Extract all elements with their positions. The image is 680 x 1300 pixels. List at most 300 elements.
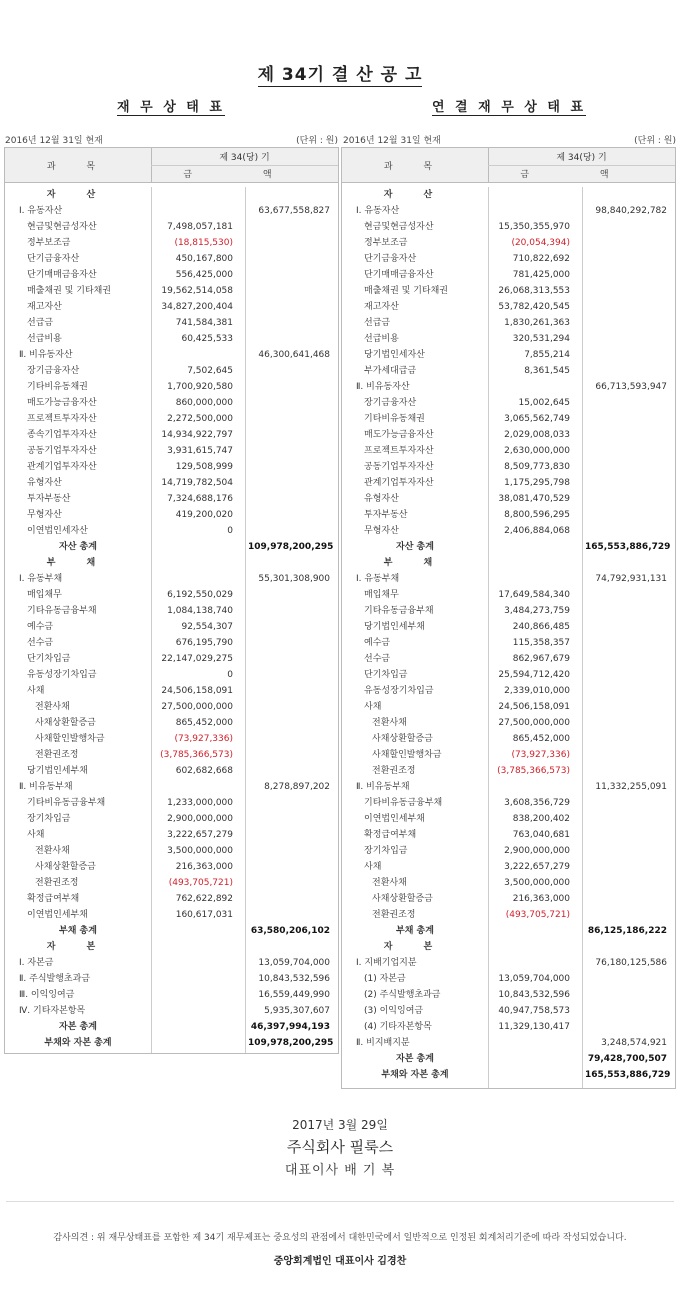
account-name: 장기차입금 bbox=[364, 846, 408, 856]
account-name: 선수금 bbox=[364, 654, 391, 664]
subtotal-amount: 10,843,532,596 bbox=[258, 974, 330, 984]
account-name: 이연법인세자산 bbox=[27, 526, 88, 536]
account-name: 매도가능금융자산 bbox=[364, 430, 434, 440]
detail-amount: 3,222,657,279 bbox=[167, 830, 233, 840]
table-row bbox=[342, 747, 675, 763]
account-name: Ⅰ. 유동자산 bbox=[19, 206, 63, 216]
detail-amount: 1,084,138,740 bbox=[167, 606, 233, 616]
account-name: 전환권조정 bbox=[372, 910, 416, 920]
detail-amount: 216,363,000 bbox=[175, 862, 233, 872]
table-row bbox=[342, 235, 675, 251]
subtotal-amount: 74,792,931,131 bbox=[595, 574, 667, 584]
account-name: 기타비유동채권 bbox=[27, 382, 88, 392]
right-date: 2016년 12월 31일 현재 bbox=[343, 136, 441, 146]
detail-amount: 11,329,130,417 bbox=[498, 1022, 570, 1032]
detail-amount: 556,425,000 bbox=[175, 270, 233, 280]
account-name: 유동성장기차입금 bbox=[27, 670, 97, 680]
ceo-name: 대표이사 배 기 복 bbox=[284, 1163, 396, 1178]
detail-amount: 710,822,692 bbox=[512, 254, 570, 264]
table-row bbox=[342, 683, 675, 699]
account-name: 투자부동산 bbox=[364, 510, 408, 520]
notice-title: 제 34기 결 산 공 고 bbox=[257, 65, 423, 85]
subtotal-amount: 8,278,897,202 bbox=[264, 782, 330, 792]
table-row bbox=[5, 523, 338, 539]
table-row bbox=[342, 267, 675, 283]
account-name: 부채 총계 bbox=[59, 926, 97, 936]
table-row bbox=[5, 763, 338, 779]
table-row bbox=[342, 715, 675, 731]
table-row bbox=[342, 971, 675, 987]
account-name: 매입채무 bbox=[364, 590, 399, 600]
subtotal-amount: 109,978,200,295 bbox=[248, 1038, 334, 1048]
detail-amount: 2,406,884,068 bbox=[504, 526, 570, 536]
account-name: 부채 총계 bbox=[396, 926, 434, 936]
table-row bbox=[342, 907, 675, 923]
table-row bbox=[5, 827, 338, 843]
table-row bbox=[342, 987, 675, 1003]
detail-amount: 3,484,273,759 bbox=[504, 606, 570, 616]
table-row bbox=[342, 587, 675, 603]
table-row bbox=[5, 619, 338, 635]
account-name: 무형자산 bbox=[27, 510, 62, 520]
detail-amount: 2,272,500,000 bbox=[167, 414, 233, 424]
table-row bbox=[342, 395, 675, 411]
detail-amount: 602,682,668 bbox=[175, 766, 233, 776]
account-name: 사채상환할증금 bbox=[372, 894, 433, 904]
detail-amount: 1,830,261,363 bbox=[504, 318, 570, 328]
detail-amount: 2,900,000,000 bbox=[167, 814, 233, 824]
subtotal-amount: 3,248,574,921 bbox=[601, 1038, 667, 1048]
account-name: 자산 총계 bbox=[396, 542, 434, 552]
subtotal-amount: 79,428,700,507 bbox=[587, 1054, 667, 1064]
account-name: Ⅱ. 비지배지분 bbox=[356, 1038, 410, 1048]
table-row bbox=[5, 795, 338, 811]
section-heading-row bbox=[5, 555, 338, 571]
table-row bbox=[5, 283, 338, 299]
subtotal-amount: 5,935,307,607 bbox=[264, 1006, 330, 1016]
header-account: 과 목 bbox=[5, 148, 152, 182]
table-header bbox=[5, 148, 338, 183]
total-row bbox=[342, 923, 675, 939]
table-row bbox=[5, 955, 338, 971]
table-row bbox=[342, 827, 675, 843]
account-name: 유형자산 bbox=[364, 494, 399, 504]
detail-amount: 60,425,533 bbox=[181, 334, 233, 344]
detail-amount: 25,594,712,420 bbox=[498, 670, 570, 680]
detail-amount: 14,719,782,504 bbox=[161, 478, 233, 488]
account-name: 사채 bbox=[27, 686, 45, 696]
table-row bbox=[5, 379, 338, 395]
table-row bbox=[5, 203, 338, 219]
detail-amount: 14,934,922,797 bbox=[161, 430, 233, 440]
account-name: 자본 총계 bbox=[396, 1054, 434, 1064]
table-row bbox=[5, 971, 338, 987]
account-name: 전환사채 bbox=[372, 878, 407, 888]
table-row bbox=[342, 299, 675, 315]
table-row bbox=[5, 891, 338, 907]
header-period: 제 34(당) 기 bbox=[488, 148, 675, 166]
table-row bbox=[342, 763, 675, 779]
table-row bbox=[5, 219, 338, 235]
detail-amount: 3,065,562,749 bbox=[504, 414, 570, 424]
subtotal-amount: 109,978,200,295 bbox=[248, 542, 334, 552]
account-name: 선급비용 bbox=[27, 334, 62, 344]
total-row bbox=[342, 1067, 675, 1083]
detail-amount: (18,815,530) bbox=[174, 238, 233, 248]
account-name: 단기금융자산 bbox=[27, 254, 80, 264]
account-name: 정부보조금 bbox=[364, 238, 408, 248]
table-row bbox=[342, 411, 675, 427]
subtotal-amount: 66,713,593,947 bbox=[595, 382, 667, 392]
detail-amount: 3,500,000,000 bbox=[167, 846, 233, 856]
account-name: 전환사채 bbox=[35, 846, 70, 856]
detail-amount: (3,785,366,573) bbox=[160, 750, 233, 760]
table-header bbox=[342, 148, 675, 183]
table-row bbox=[5, 587, 338, 603]
total-row bbox=[5, 923, 338, 939]
account-name: 전환권조정 bbox=[372, 766, 416, 776]
account-name: 기타유동금융부채 bbox=[364, 606, 434, 616]
detail-amount: 2,630,000,000 bbox=[504, 446, 570, 456]
account-name: (1) 자본금 bbox=[364, 974, 406, 984]
table-body bbox=[5, 187, 338, 1053]
detail-amount: 216,363,000 bbox=[512, 894, 570, 904]
detail-amount: 129,508,999 bbox=[175, 462, 233, 472]
table-row bbox=[342, 491, 675, 507]
account-name: 기타비유동채권 bbox=[364, 414, 425, 424]
total-row bbox=[342, 539, 675, 555]
header-amount: 금 액 bbox=[183, 170, 306, 180]
table-row bbox=[342, 363, 675, 379]
account-name: Ⅱ. 비유동자산 bbox=[19, 350, 73, 360]
table-row bbox=[342, 779, 675, 795]
account-name: 당기법인세부채 bbox=[364, 622, 425, 632]
table-row bbox=[5, 603, 338, 619]
account-name: 당기법인세자산 bbox=[364, 350, 425, 360]
header-amount: 금 액 bbox=[520, 170, 643, 180]
table-row bbox=[342, 1035, 675, 1051]
account-name: 확정급여부채 bbox=[27, 894, 80, 904]
detail-amount: (493,705,721) bbox=[168, 878, 233, 888]
detail-amount: 3,931,615,747 bbox=[167, 446, 233, 456]
left-balance-sheet-table bbox=[4, 147, 339, 1054]
table-row bbox=[5, 987, 338, 1003]
account-name: Ⅰ. 유동부채 bbox=[19, 574, 63, 584]
subtotal-amount: 86,125,186,222 bbox=[587, 926, 667, 936]
detail-amount: 92,554,307 bbox=[181, 622, 233, 632]
table-row bbox=[342, 1003, 675, 1019]
account-name: 투자부동산 bbox=[27, 494, 71, 504]
table-row bbox=[342, 251, 675, 267]
detail-amount: (493,705,721) bbox=[505, 910, 570, 920]
detail-amount: 15,002,645 bbox=[518, 398, 570, 408]
account-name: 사채할인발행차금 bbox=[35, 734, 105, 744]
table-row bbox=[342, 443, 675, 459]
table-row bbox=[342, 667, 675, 683]
detail-amount: 8,800,596,295 bbox=[504, 510, 570, 520]
table-row bbox=[5, 475, 338, 491]
account-name: 전환권조정 bbox=[35, 878, 79, 888]
account-name: 사채 bbox=[364, 862, 382, 872]
table-row bbox=[342, 571, 675, 587]
detail-amount: 7,498,057,181 bbox=[167, 222, 233, 232]
detail-amount: 19,562,514,058 bbox=[161, 286, 233, 296]
detail-amount: 7,502,645 bbox=[187, 366, 233, 376]
account-name: (4) 기타자본항목 bbox=[364, 1022, 432, 1032]
account-name: (3) 이익잉여금 bbox=[364, 1006, 424, 1016]
account-name: 이연법인세부채 bbox=[364, 814, 425, 824]
table-row bbox=[342, 859, 675, 875]
subtotal-amount: 46,300,641,468 bbox=[258, 350, 330, 360]
account-name: Ⅱ. 비유동부채 bbox=[19, 782, 73, 792]
account-name: Ⅰ. 유동자산 bbox=[356, 206, 400, 216]
table-row bbox=[342, 731, 675, 747]
subtotal-amount: 11,332,255,091 bbox=[595, 782, 667, 792]
account-name: 선급금 bbox=[27, 318, 54, 328]
table-row bbox=[5, 491, 338, 507]
right-consolidated-balance-sheet-table bbox=[341, 147, 676, 1089]
account-name: 공동기업투자자산 bbox=[27, 446, 97, 456]
detail-amount: 741,584,381 bbox=[175, 318, 233, 328]
table-row bbox=[5, 363, 338, 379]
auditor-name: 중앙회계법인 대표이사 김경찬 bbox=[273, 1256, 407, 1267]
account-name: 선수금 bbox=[27, 638, 54, 648]
table-row bbox=[5, 411, 338, 427]
table-row bbox=[5, 843, 338, 859]
account-name: 단기매매금융자산 bbox=[27, 270, 97, 280]
account-name: 자본 총계 bbox=[59, 1022, 97, 1032]
table-row bbox=[342, 843, 675, 859]
detail-amount: (73,927,336) bbox=[174, 734, 233, 744]
account-name: 사채상환할증금 bbox=[372, 734, 433, 744]
total-row bbox=[342, 1051, 675, 1067]
account-name: 자 본 bbox=[46, 942, 110, 952]
right-statement-title: 연 결 재 무 상 태 표 bbox=[431, 100, 587, 115]
account-name: 단기금융자산 bbox=[364, 254, 417, 264]
detail-amount: 34,827,200,404 bbox=[161, 302, 233, 312]
detail-amount: 2,029,008,033 bbox=[504, 430, 570, 440]
account-name: 종속기업투자자산 bbox=[27, 430, 97, 440]
account-name: 유동성장기차입금 bbox=[364, 686, 434, 696]
account-name: 단기차입금 bbox=[364, 670, 408, 680]
table-row bbox=[5, 571, 338, 587]
detail-amount: 15,350,355,970 bbox=[498, 222, 570, 232]
table-row bbox=[5, 347, 338, 363]
table-row bbox=[5, 443, 338, 459]
table-row bbox=[342, 507, 675, 523]
right-unit: (단위 : 원) bbox=[634, 136, 676, 146]
account-name: 예수금 bbox=[27, 622, 54, 632]
table-row bbox=[342, 427, 675, 443]
detail-amount: 676,195,790 bbox=[175, 638, 233, 648]
detail-amount: 8,509,773,830 bbox=[504, 462, 570, 472]
left-date: 2016년 12월 31일 현재 bbox=[5, 136, 103, 146]
detail-amount: 7,855,214 bbox=[524, 350, 570, 360]
section-heading-row bbox=[342, 555, 675, 571]
account-name: 장기금융자산 bbox=[364, 398, 417, 408]
detail-amount: 22,147,029,275 bbox=[161, 654, 233, 664]
detail-amount: 320,531,294 bbox=[512, 334, 570, 344]
account-name: 관계기업투자자산 bbox=[364, 478, 434, 488]
left-statement-title: 재 무 상 태 표 bbox=[117, 100, 225, 115]
detail-amount: 763,040,681 bbox=[512, 830, 570, 840]
account-name: 현금및현금성자산 bbox=[364, 222, 434, 232]
detail-amount: 0 bbox=[227, 526, 233, 536]
table-row bbox=[342, 283, 675, 299]
table-row bbox=[5, 395, 338, 411]
account-name: 부가세대급금 bbox=[364, 366, 417, 376]
account-name: 프로젝트투자자산 bbox=[364, 446, 434, 456]
section-heading-row bbox=[342, 939, 675, 955]
account-name: 단기차입금 bbox=[27, 654, 71, 664]
detail-amount: 17,649,584,340 bbox=[498, 590, 570, 600]
detail-amount: 2,900,000,000 bbox=[504, 846, 570, 856]
account-name: Ⅰ. 자본금 bbox=[19, 958, 54, 968]
detail-amount: 0 bbox=[227, 670, 233, 680]
table-row bbox=[342, 1019, 675, 1035]
subtotal-amount: 98,840,292,782 bbox=[595, 206, 667, 216]
table-row bbox=[342, 875, 675, 891]
account-name: 재고자산 bbox=[27, 302, 62, 312]
table-row bbox=[342, 603, 675, 619]
account-name: 기타비유동금융부채 bbox=[364, 798, 443, 808]
account-name: 자산 총계 bbox=[59, 542, 97, 552]
account-name: 매출채권 및 기타채권 bbox=[364, 286, 448, 296]
detail-amount: 26,068,313,553 bbox=[498, 286, 570, 296]
table-row bbox=[342, 811, 675, 827]
subtotal-amount: 165,553,886,729 bbox=[585, 542, 671, 552]
detail-amount: 24,506,158,091 bbox=[498, 702, 570, 712]
account-name: 재고자산 bbox=[364, 302, 399, 312]
detail-amount: 781,425,000 bbox=[512, 270, 570, 280]
account-name: 자 산 bbox=[46, 190, 110, 200]
account-name: 매입채무 bbox=[27, 590, 62, 600]
detail-amount: 13,059,704,000 bbox=[498, 974, 570, 984]
detail-amount: 6,192,550,029 bbox=[167, 590, 233, 600]
detail-amount: 1,700,920,580 bbox=[167, 382, 233, 392]
table-row bbox=[5, 315, 338, 331]
subtotal-amount: 13,059,704,000 bbox=[258, 958, 330, 968]
detail-amount: 40,947,758,573 bbox=[498, 1006, 570, 1016]
detail-amount: 762,622,892 bbox=[175, 894, 233, 904]
account-name: 예수금 bbox=[364, 638, 391, 648]
table-row bbox=[5, 907, 338, 923]
section-heading-row bbox=[342, 187, 675, 203]
table-row bbox=[5, 635, 338, 651]
account-name: Ⅱ. 비유동자산 bbox=[356, 382, 410, 392]
account-name: 사채상환할증금 bbox=[35, 862, 96, 872]
audit-opinion: 감사의견 : 위 재무상태표를 포함한 제 34기 재무제표는 중요성의 관점에서 대한민국에서 일반적으로 인정된 회계처리기준에 따라 작성되었습니다. bbox=[53, 1233, 627, 1243]
account-name: 단기매매금융자산 bbox=[364, 270, 434, 280]
rows-container bbox=[5, 187, 338, 1051]
company-name: 주식회사 필룩스 bbox=[286, 1138, 394, 1156]
total-row bbox=[5, 539, 338, 555]
section-heading-row bbox=[5, 187, 338, 203]
detail-amount: 419,200,020 bbox=[175, 510, 233, 520]
detail-amount: 8,361,545 bbox=[524, 366, 570, 376]
detail-amount: (73,927,336) bbox=[511, 750, 570, 760]
table-row bbox=[5, 667, 338, 683]
account-name: 전환사채 bbox=[35, 702, 70, 712]
account-name: 장기금융자산 bbox=[27, 366, 80, 376]
account-name: Ⅳ. 기타자본항목 bbox=[19, 1006, 86, 1016]
subtotal-amount: 63,677,558,827 bbox=[258, 206, 330, 216]
table-row bbox=[342, 379, 675, 395]
detail-amount: 838,200,402 bbox=[512, 814, 570, 824]
account-name: 부채와 자본 총계 bbox=[381, 1070, 449, 1080]
detail-amount: 27,500,000,000 bbox=[498, 718, 570, 728]
detail-amount: 240,866,485 bbox=[512, 622, 570, 632]
account-name: 이연법인세부채 bbox=[27, 910, 88, 920]
section-heading-row bbox=[5, 939, 338, 955]
table-row bbox=[342, 347, 675, 363]
account-name: Ⅰ. 유동부채 bbox=[356, 574, 400, 584]
account-name: 당기법인세부채 bbox=[27, 766, 88, 776]
table-row bbox=[342, 891, 675, 907]
account-name: 자 본 bbox=[383, 942, 447, 952]
account-name: 기타비유동금융부채 bbox=[27, 798, 106, 808]
detail-amount: (20,054,394) bbox=[511, 238, 570, 248]
table-row bbox=[5, 651, 338, 667]
account-name: 전환사채 bbox=[372, 718, 407, 728]
table-row bbox=[342, 475, 675, 491]
table-row bbox=[5, 331, 338, 347]
table-row bbox=[5, 683, 338, 699]
account-name: Ⅱ. 비유동부채 bbox=[356, 782, 410, 792]
account-name: Ⅰ. 지배기업지분 bbox=[356, 958, 417, 968]
account-name: 부 채 bbox=[383, 558, 447, 568]
account-name: 프로젝트투자자산 bbox=[27, 414, 97, 424]
account-name: 장기차입금 bbox=[27, 814, 71, 824]
table-row bbox=[5, 507, 338, 523]
account-name: Ⅲ. 이익잉여금 bbox=[19, 990, 75, 1000]
total-row bbox=[5, 1035, 338, 1051]
detail-amount: 3,500,000,000 bbox=[504, 878, 570, 888]
account-name: 사채 bbox=[364, 702, 382, 712]
detail-amount: 450,167,800 bbox=[175, 254, 233, 264]
table-row bbox=[342, 699, 675, 715]
subtotal-amount: 16,559,449,990 bbox=[258, 990, 330, 1000]
subtotal-amount: 63,580,206,102 bbox=[250, 926, 330, 936]
table-row bbox=[5, 299, 338, 315]
account-name: 사채 bbox=[27, 830, 45, 840]
detail-amount: 27,500,000,000 bbox=[161, 702, 233, 712]
table-row bbox=[342, 331, 675, 347]
account-name: 공동기업투자자산 bbox=[364, 462, 434, 472]
account-name: 선급비용 bbox=[364, 334, 399, 344]
account-name: 유형자산 bbox=[27, 478, 62, 488]
detail-amount: 38,081,470,529 bbox=[498, 494, 570, 504]
account-name: 정부보조금 bbox=[27, 238, 71, 248]
detail-amount: (3,785,366,573) bbox=[497, 766, 570, 776]
detail-amount: 115,358,357 bbox=[512, 638, 570, 648]
table-row bbox=[342, 619, 675, 635]
account-name: 사채할인발행차금 bbox=[372, 750, 442, 760]
detail-amount: 10,843,532,596 bbox=[498, 990, 570, 1000]
table-row bbox=[342, 219, 675, 235]
account-name: 자 산 bbox=[383, 190, 447, 200]
account-name: 부채와 자본 총계 bbox=[44, 1038, 112, 1048]
table-row bbox=[342, 315, 675, 331]
account-name: 매출채권 및 기타채권 bbox=[27, 286, 111, 296]
table-row bbox=[5, 699, 338, 715]
table-row bbox=[342, 523, 675, 539]
detail-amount: 7,324,688,176 bbox=[167, 494, 233, 504]
table-row bbox=[5, 747, 338, 763]
detail-amount: 3,608,356,729 bbox=[504, 798, 570, 808]
account-name: 무형자산 bbox=[364, 526, 399, 536]
account-name: 기타유동금융부채 bbox=[27, 606, 97, 616]
